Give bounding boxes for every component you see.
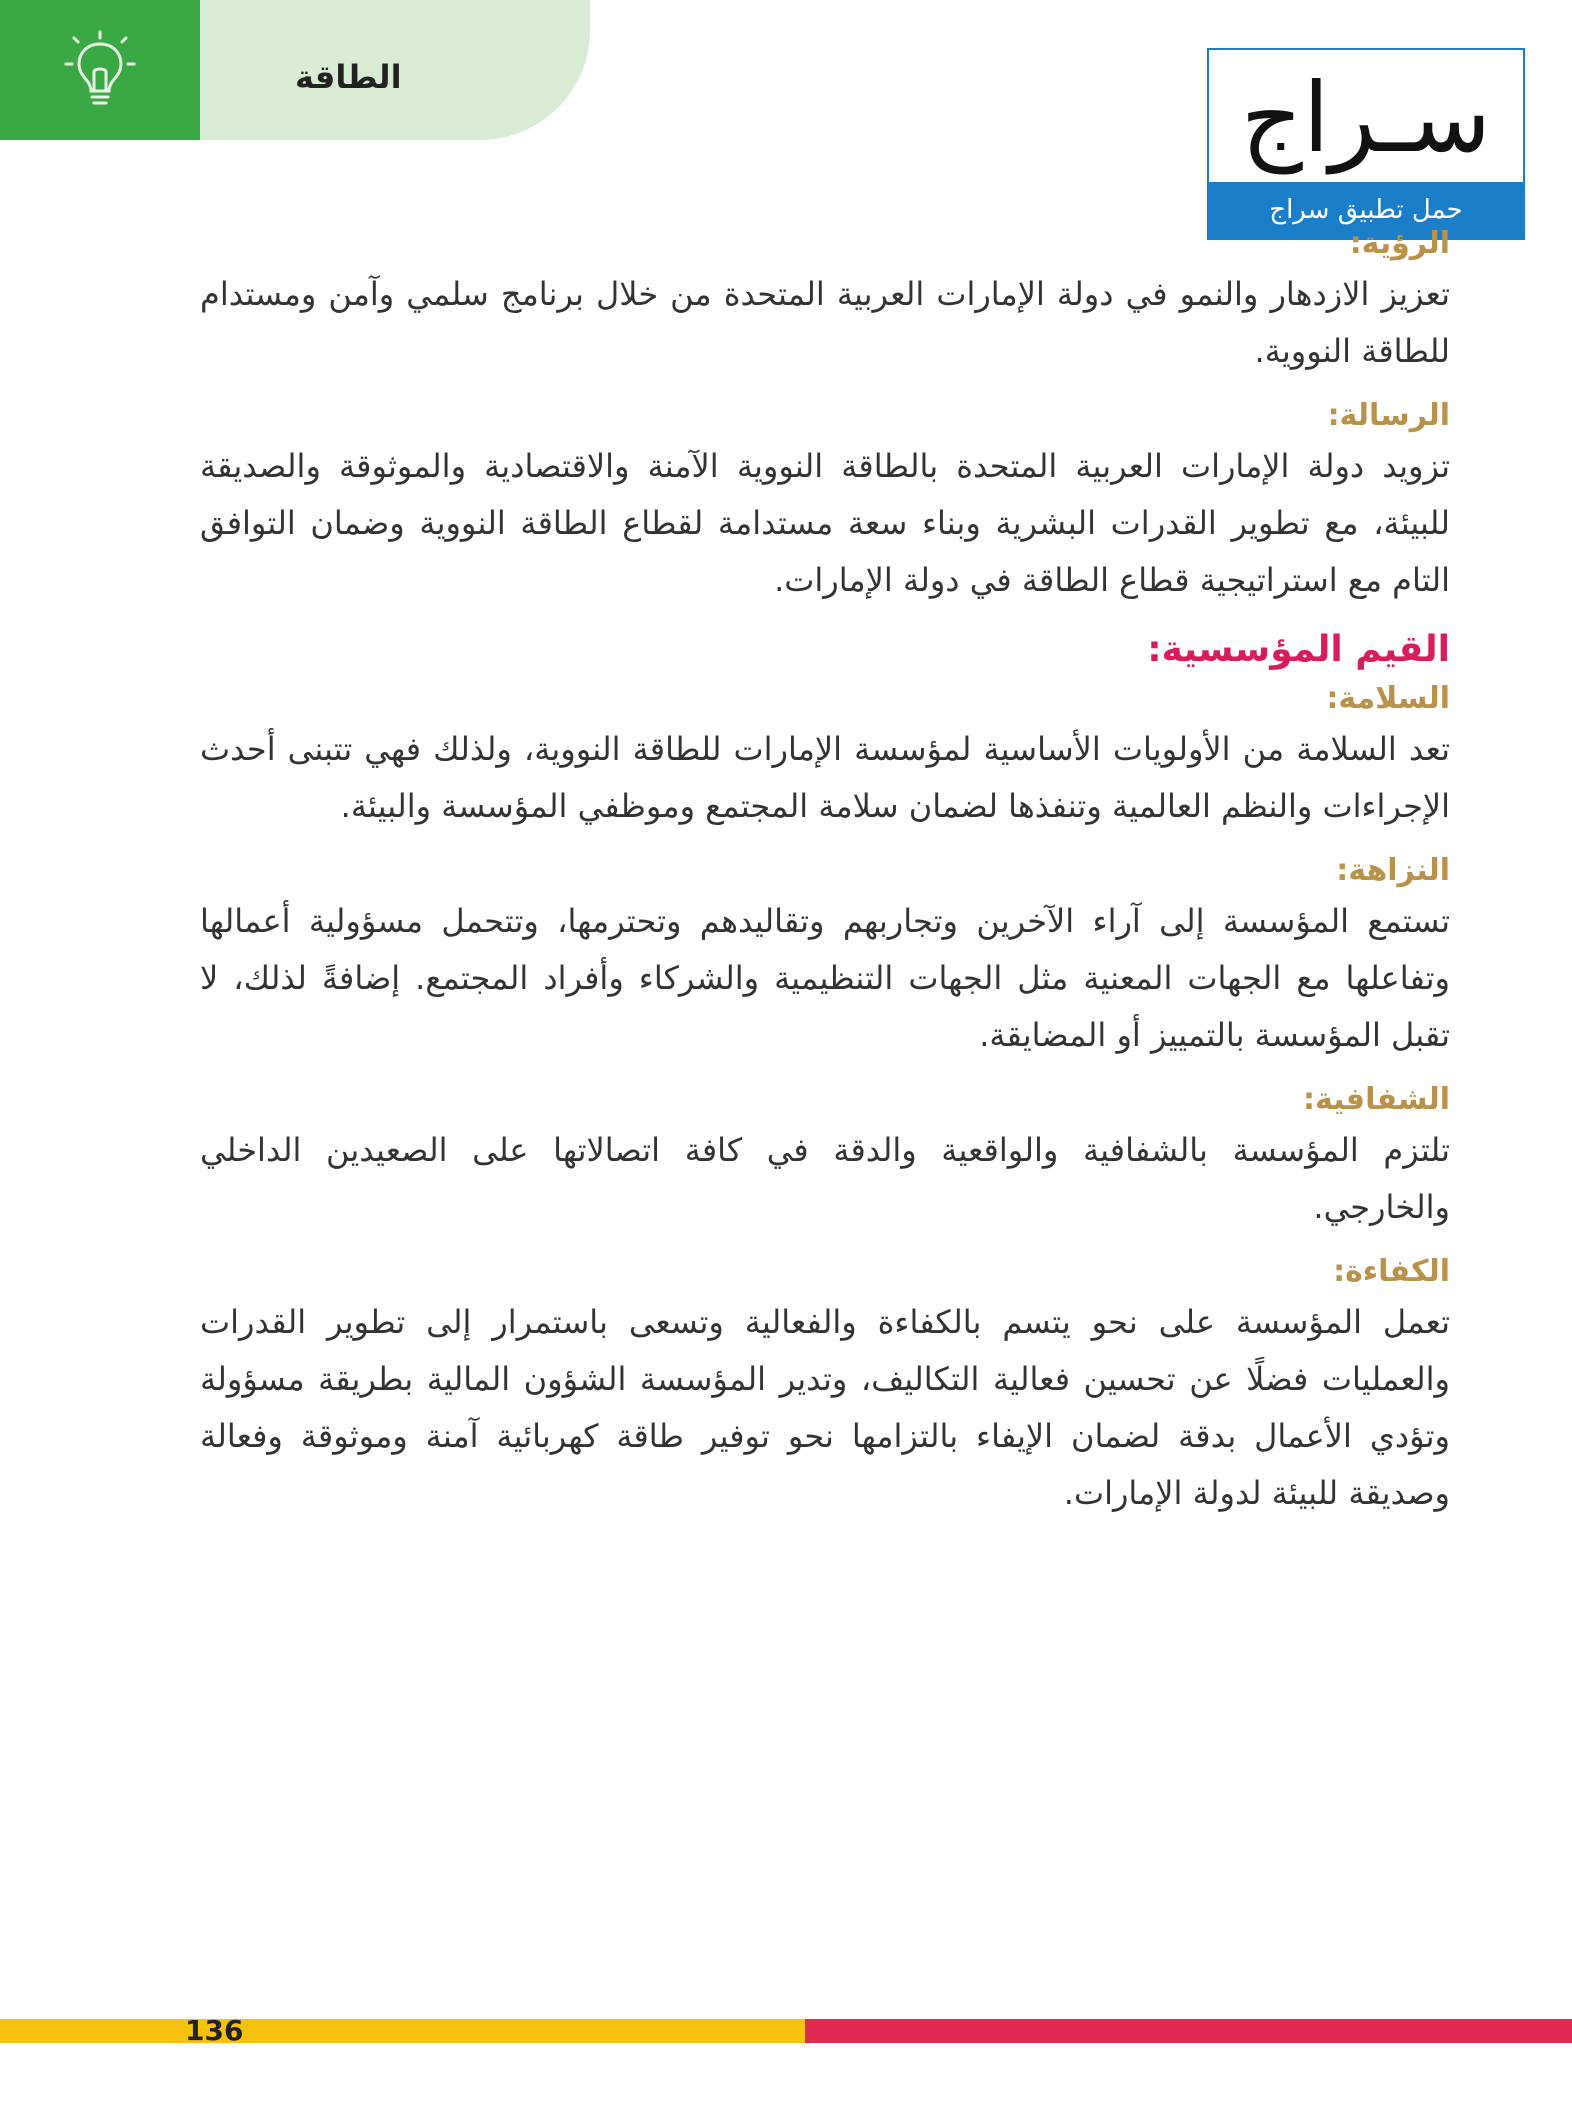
- footer-bar-red: [805, 2019, 1572, 2043]
- app-download-banner[interactable]: حمل تطبيق سراج: [1209, 182, 1523, 238]
- header-icon-block: [0, 0, 200, 140]
- safety-heading: السلامة:: [1326, 681, 1450, 716]
- lightbulb-icon: [58, 28, 142, 112]
- transparency-heading: الشفافية:: [1302, 1082, 1450, 1117]
- transparency-text: تلتزم المؤسسة بالشفافية والواقعية والدقة في كافة اتصالاتها على الصعيدين الداخلي والخارجي.: [200, 1131, 1450, 1226]
- mission-heading: الرسالة:: [1327, 398, 1450, 433]
- vision-text: تعزيز الازدهار والنمو في دولة الإمارات العربية المتحدة من خلال برنامج سلمي وآمن ومستدام للطاقة النووية.: [200, 275, 1450, 370]
- vision-heading: الرؤية:: [1349, 226, 1450, 261]
- integrity-heading: النزاهة:: [1336, 853, 1450, 888]
- logo-name: سـراج: [1240, 62, 1492, 174]
- siraj-logo[interactable]: [1207, 48, 1525, 240]
- main-content: [200, 228, 1450, 1536]
- values-title: القيم المؤسسية:: [1147, 629, 1450, 670]
- page-title: الطاقة: [295, 58, 402, 96]
- efficiency-heading: الكفاءة:: [1333, 1254, 1450, 1289]
- safety-text: تعد السلامة من الأولويات الأساسية لمؤسسة الإمارات للطاقة النووية، ولذلك فهي تتبنى أحدث الإجراءات والنظم العالمية وتنفذها لضمان سلامة المجتمع وموظفي المؤسسة والبيئة.: [200, 730, 1450, 825]
- integrity-text: تستمع المؤسسة إلى آراء الآخرين وتجاربهم وتقاليدهم وتحترمها، وتتحمل مسؤولية أعمالها وتفاعلها مع الجهات المعنية مثل الجهات التنظيمية والشركاء وأفراد المجتمع. إضافةً لذلك، لا تقبل المؤسسة بالتمييز أو المضايقة.: [200, 902, 1450, 1054]
- page-number: 136: [185, 2014, 244, 2047]
- mission-text: تزويد دولة الإمارات العربية المتحدة بالطاقة النووية الآمنة والاقتصادية والموثوقة والصديقة للبيئة، مع تطوير القدرات البشرية وبناء سعة مستدامة لقطاع الطاقة النووية وضمان التوافق التام مع استراتيجية قطاع الطاقة في دولة الإمارات.: [200, 447, 1450, 599]
- efficiency-text: تعمل المؤسسة على نحو يتسم بالكفاءة والفعالية وتسعى باستمرار إلى تطوير القدرات والعمليات فضلًا عن تحسين فعالية التكاليف، وتدير المؤسسة الشؤون المالية بطريقة مسؤولة وتؤدي الأعمال بدقة لضمان الإيفاء بالتزامها نحو توفير طاقة كهربائية آمنة وموثوقة وفعالة وصديقة للبيئة لدولة الإمارات.: [200, 1303, 1450, 1512]
- footer-bar-yellow: [0, 2019, 805, 2043]
